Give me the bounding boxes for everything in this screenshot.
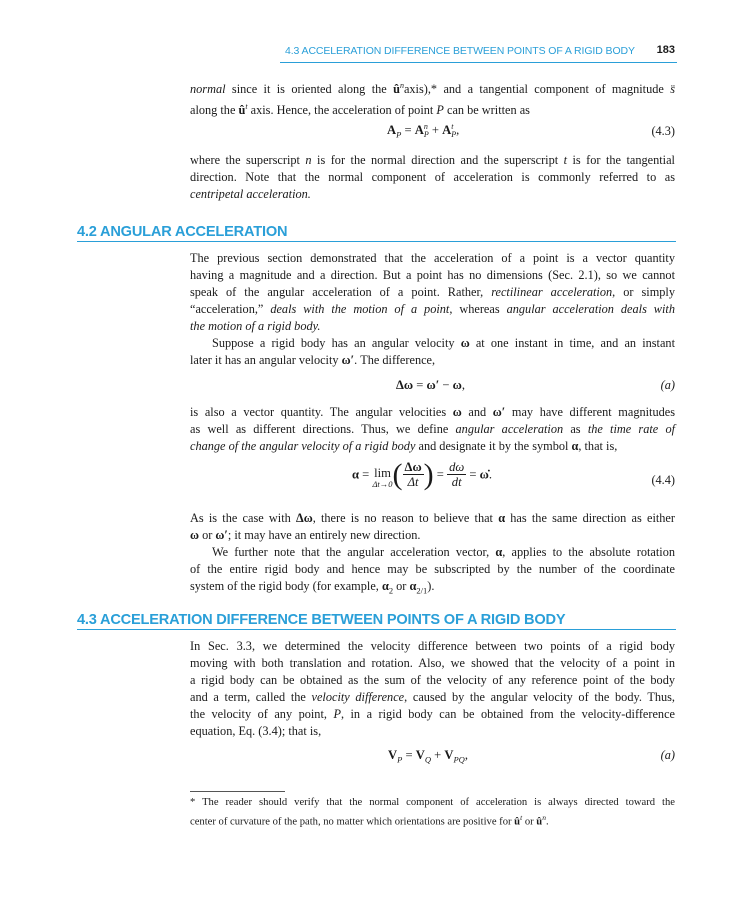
running-head — [280, 44, 675, 60]
text-run: may have different magnitudes — [505, 405, 675, 419]
superscript-n: n — [542, 813, 546, 822]
text-run: As is the case with — [190, 511, 296, 525]
header-rule — [280, 62, 677, 63]
line — [190, 421, 675, 438]
line — [190, 352, 675, 369]
symbol-omega-prime: ω′ — [215, 528, 228, 542]
text-run: is also a vector quantity. The angular velocities — [190, 405, 453, 419]
text-run: . The difference, — [354, 353, 436, 367]
line: In Sec. 3.3, we determined the velocity difference between two points of a rigid body — [190, 639, 675, 653]
eq-sub: P — [451, 130, 457, 139]
eq-punct: . — [488, 467, 493, 482]
eq-paren-left: ( — [392, 458, 403, 491]
eq-term: A — [414, 123, 424, 137]
eq-sup: n — [423, 122, 428, 131]
eq-sub: P — [423, 130, 429, 139]
text-run: where the superscript — [190, 153, 306, 167]
eq-den: Δt — [407, 475, 419, 489]
text-run: , in a rigid body can be obtained from the velocity-difference — [340, 707, 675, 721]
text-run: and designate it by the symbol — [415, 439, 572, 453]
symbol-omega-prime: ω′ — [341, 353, 355, 367]
after-eq-4-3-paragraph — [190, 152, 675, 203]
text-run: and — [461, 405, 493, 419]
eq-sub: PQ — [453, 754, 465, 765]
equation-a-angular — [396, 378, 465, 393]
eq-term: Δω — [396, 378, 414, 392]
section-4-2-paragraph-5 — [190, 544, 675, 599]
eq-operator: = — [359, 467, 373, 482]
section-rule-4-3 — [77, 629, 676, 630]
eq-sup: t — [451, 122, 454, 131]
symbol-s-ddot: s̈ — [670, 82, 676, 97]
symbol-P: P — [333, 707, 341, 721]
symbol-delta-omega: Δω — [296, 511, 313, 525]
eq-lim: lim — [374, 466, 391, 480]
symbol-t: t — [563, 153, 568, 167]
line — [190, 689, 675, 706]
equation-4-4 — [352, 460, 492, 500]
eq-term: ω̇ — [479, 467, 489, 482]
line — [190, 527, 675, 544]
term-centripetal-acceleration: centripetal acceleration. — [190, 187, 311, 201]
equation-number-a-velocity: (a) — [660, 748, 675, 762]
term: velocity difference — [311, 690, 405, 704]
superscript-t: t — [520, 813, 523, 822]
text-run: , caused by the angular velocity of the body. Thus, — [404, 690, 675, 704]
text-run: speak of the angular acceleration of a point. Rather, — [190, 285, 492, 299]
text-run: at one instant in time, and an instant — [469, 336, 675, 350]
text-run: axis. Hence, the acceleration of point — [247, 103, 437, 118]
eq-sub: P — [397, 754, 403, 765]
running-head-title: 4.3 ACCELERATION DIFFERENCE BETWEEN POINTS OF A RIGID BODY — [285, 45, 635, 57]
line: moving with both translation and rotation. Also, we showed that the velocity of a point in — [190, 656, 675, 670]
term: the motion of a rigid body. — [190, 319, 321, 333]
unit-vector-u: û — [393, 82, 400, 97]
text-run: or — [522, 816, 537, 828]
section-heading-4-2: 4.2 ANGULAR ACCELERATION — [77, 224, 288, 240]
term: deals with the motion of a point — [270, 302, 450, 316]
symbol-P: P — [436, 103, 444, 118]
equation-number-4-4: (4.4) — [651, 473, 675, 487]
footnote-line: * The reader should verify that the normal component of acceleration is always directed toward the — [190, 797, 675, 808]
line: of the entire rigid body and hence may be subscripted by the number of the coordinate — [190, 562, 675, 576]
eq-operator: = — [466, 467, 480, 482]
footnote-rule — [190, 791, 285, 792]
text-run: “acceleration,” — [190, 302, 271, 316]
symbol-omega: ω — [460, 336, 470, 350]
section-4-3-paragraph-1 — [190, 638, 675, 740]
text-run: or — [393, 579, 410, 593]
line: direction. Note that the normal component of acceleration is commonly referred to as — [190, 170, 675, 184]
eq-lim-sub: Δt→0 — [372, 479, 393, 489]
eq-sub: Q — [424, 754, 431, 765]
page-number: 183 — [656, 44, 675, 56]
eq-operator: − — [439, 378, 453, 392]
eq-punct: , — [461, 378, 466, 392]
symbol-omega-prime: ω′ — [492, 405, 506, 419]
eq-operator: + — [430, 748, 445, 762]
line — [190, 284, 675, 301]
section-4-2-paragraph-2 — [190, 335, 675, 369]
section-4-2-paragraph-4 — [190, 510, 675, 544]
intro-line-1 — [190, 77, 675, 98]
footnote — [190, 795, 675, 830]
text-run: has the same direction as either — [505, 511, 675, 525]
text-run: or — [199, 528, 216, 542]
line — [190, 438, 675, 455]
eq-operator: + — [428, 123, 443, 137]
text-run: . — [545, 816, 549, 828]
symbol-alpha: α — [409, 579, 417, 593]
eq-operator: = — [433, 467, 448, 482]
text-run: , that is, — [578, 439, 618, 453]
line: having a magnitude and a direction. But a point has no dimensions (Sec. 2.1), so we cannot — [190, 268, 675, 282]
eq-term: ω — [452, 378, 462, 392]
eq-operator: = — [401, 123, 415, 137]
unit-vector-u: û — [238, 103, 246, 118]
eq-term: V — [415, 748, 425, 762]
subscript: 2 — [388, 585, 394, 596]
term-normal: normal — [190, 82, 226, 97]
line: equation, Eq. (3.4); that is, — [190, 724, 322, 738]
eq-punct: , — [456, 123, 460, 137]
text-run: axis),* and a tangential component of magnitude — [403, 82, 671, 97]
text-run: since it is oriented along the — [225, 82, 394, 97]
term: angular acceleration — [455, 422, 564, 436]
equation-a-velocity — [388, 748, 468, 765]
symbol-omega: ω — [452, 405, 462, 419]
line — [190, 510, 675, 527]
text-run: later it has an angular velocity — [190, 353, 342, 367]
text-run: ; it may have an entirely new direction. — [227, 528, 421, 542]
line — [190, 706, 675, 723]
symbol-n: n — [305, 153, 312, 167]
line — [190, 301, 675, 318]
superscript-n: n — [399, 81, 404, 90]
footnote-line — [190, 810, 675, 830]
eq-term: A — [442, 123, 452, 137]
eq-limit — [372, 467, 392, 489]
symbol-omega: ω — [190, 528, 199, 542]
text-run: is for the normal direction and the superscript — [311, 153, 564, 167]
unit-vector-u: û — [536, 816, 543, 828]
term: change of the angular velocity of a rigid body — [190, 439, 416, 453]
symbol-alpha: α — [495, 545, 503, 559]
line: The previous section demonstrated that the acceleration of a point is a vector quantity — [190, 251, 675, 265]
eq-num: dω — [449, 460, 465, 474]
superscript-t: t — [245, 102, 248, 112]
equation-4-3 — [387, 123, 459, 140]
intro-paragraph — [190, 77, 675, 119]
text-run: along the — [190, 103, 239, 118]
line — [190, 186, 675, 203]
text-run: can be written as — [443, 103, 530, 118]
line — [190, 544, 675, 561]
text-run: system of the rigid body (for example, — [190, 579, 382, 593]
eq-term: A — [387, 123, 397, 137]
line — [190, 335, 675, 352]
symbol-alpha: α — [571, 439, 579, 453]
subscript: 2/1 — [416, 585, 428, 596]
eq-fraction-delta — [403, 460, 424, 490]
symbol-alpha: α — [498, 511, 506, 525]
eq-operator: = — [402, 748, 416, 762]
text-run: , or simply — [612, 285, 675, 299]
text-run: ). — [427, 579, 435, 593]
section-rule-4-2 — [77, 241, 676, 242]
text-run: as — [563, 422, 588, 436]
eq-fraction-derivative — [447, 460, 466, 490]
text-run: We further note that the angular acceleration vector, — [212, 545, 496, 559]
line — [190, 404, 675, 421]
equation-number-4-3: (4.3) — [651, 124, 675, 138]
eq-paren-right: ) — [423, 458, 434, 491]
line — [190, 318, 675, 335]
eq-sub: P — [396, 129, 402, 140]
section-heading-4-3: 4.3 ACCELERATION DIFFERENCE BETWEEN POINTS OF A RIGID BODY — [77, 612, 566, 628]
term: angular acceleration deals with — [506, 302, 675, 316]
eq-num: Δω — [404, 460, 422, 474]
equation-number-a: (a) — [660, 378, 675, 392]
term: rectilinear acceleration — [491, 285, 613, 299]
unit-vector-u: û — [514, 816, 521, 828]
text-run: Suppose a rigid body has an angular velocity — [212, 336, 461, 350]
text-run: is for the tangential — [567, 153, 675, 167]
text-run: , whereas — [449, 302, 507, 316]
eq-term: α — [352, 467, 360, 482]
text-run: and a term, called the — [190, 690, 312, 704]
intro-line-2 — [190, 98, 675, 119]
text-run: the velocity of any point, — [190, 707, 334, 721]
text-run: , applies to the absolute rotation — [502, 545, 675, 559]
line — [190, 578, 675, 599]
line — [190, 152, 675, 169]
section-4-2-paragraph-1 — [190, 250, 675, 335]
eq-operator: = — [413, 378, 427, 392]
eq-punct: , — [464, 748, 468, 762]
eq-term: V — [444, 748, 454, 762]
eq-term: ω′ — [426, 378, 440, 392]
eq-den: dt — [451, 475, 462, 489]
text-run: center of curvature of the path, no matter which orientations are positive for — [190, 816, 515, 828]
symbol-alpha: α — [381, 579, 389, 593]
text-run: , there is no reason to believe that — [312, 511, 499, 525]
line: a rigid body can be obtained as the sum of the velocity of any reference point of the body — [190, 673, 675, 687]
term: the time rate of — [587, 422, 676, 436]
eq-term: V — [388, 748, 398, 762]
section-4-2-paragraph-3 — [190, 404, 675, 455]
text-run: as well as different directions. Thus, we define — [190, 422, 456, 436]
